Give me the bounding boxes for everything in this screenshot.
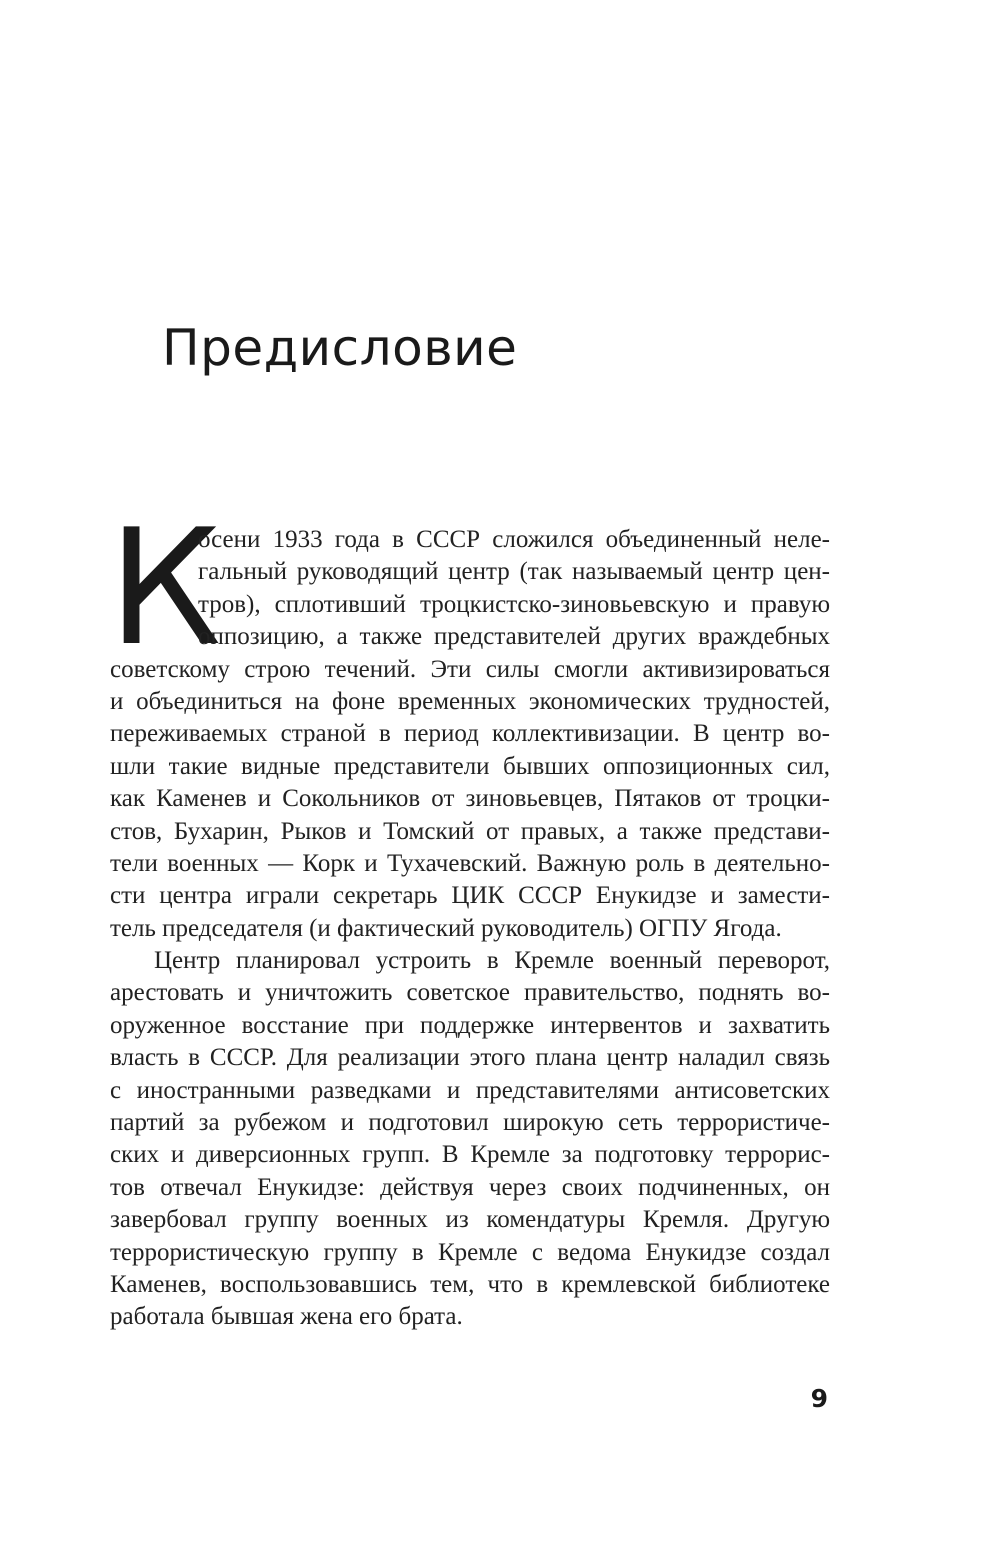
page-number: 9 <box>810 1384 828 1413</box>
text-line: Каменев, воспользовавшись тем, что в кремлевской библиотеке <box>110 1270 830 1298</box>
text-line: как Каменев и Сокольников от зиновьевцев, Пятаков от троцки- <box>110 785 830 813</box>
text-line: гальный руководящий центр (так называемый центр цен- <box>198 558 830 586</box>
text-line: ских и диверсионных групп. В Кремле за подготовку террорис- <box>110 1141 830 1169</box>
text-line: оруженное восстание при поддержке интервентов и захватить <box>110 1011 830 1039</box>
text-line: тов отвечал Енукидзе: действуя через своих подчиненных, он <box>110 1173 830 1201</box>
paragraph-2 <box>110 945 830 1334</box>
text-line: работала бывшая жена его брата. <box>110 1303 463 1331</box>
text-line: переживаемых страной в период коллективизации. В центр во- <box>110 720 830 748</box>
text-line: власть в СССР. Для реализации этого плана центр наладил связь <box>110 1044 830 1072</box>
text-line: стов, Бухарин, Рыков и Томский от правых, а также представи- <box>110 817 830 845</box>
text-line: советскому строю течений. Эти силы смогли активизироваться <box>110 655 830 683</box>
text-line: террористическую группу в Кремле с ведома Енукидзе создал <box>110 1238 830 1266</box>
text-line: оппозицию, а также представителей других враждебных <box>198 623 830 651</box>
text-line: завербовал группу военных из комендатуры Кремля. Другую <box>110 1206 830 1234</box>
text-line: партий за рубежом и подготовил широкую сеть террористиче- <box>110 1109 830 1137</box>
text-line: тель председателя (и фактический руководитель) ОГПУ Ягода. <box>110 914 782 942</box>
text-line: с иностранными разведками и представителями антисоветских <box>110 1076 830 1104</box>
body-text <box>110 524 830 1334</box>
text-line: Центр планировал устроить в Кремле военный переворот, <box>154 947 830 975</box>
chapter-title: Предисловие <box>162 319 518 377</box>
text-line: тров), сплотивший троцкистско-зиновьевскую и правую <box>198 590 830 618</box>
paragraph-1 <box>110 524 830 945</box>
drop-cap: К <box>108 494 222 681</box>
text-line: сти центра играли секретарь ЦИК СССР Енукидзе и замести- <box>110 882 830 910</box>
text-line: шли такие видные представители бывших оппозиционных сил, <box>110 752 830 780</box>
text-line: осени 1933 года в СССР сложился объединенный неле- <box>198 526 830 553</box>
text-line: и объединиться на фоне временных экономических трудностей, <box>110 687 830 715</box>
text-line: тели военных — Корк и Тухачевский. Важную роль в деятельно- <box>110 849 830 877</box>
text-line: арестовать и уничтожить советское правительство, поднять во- <box>110 979 830 1007</box>
